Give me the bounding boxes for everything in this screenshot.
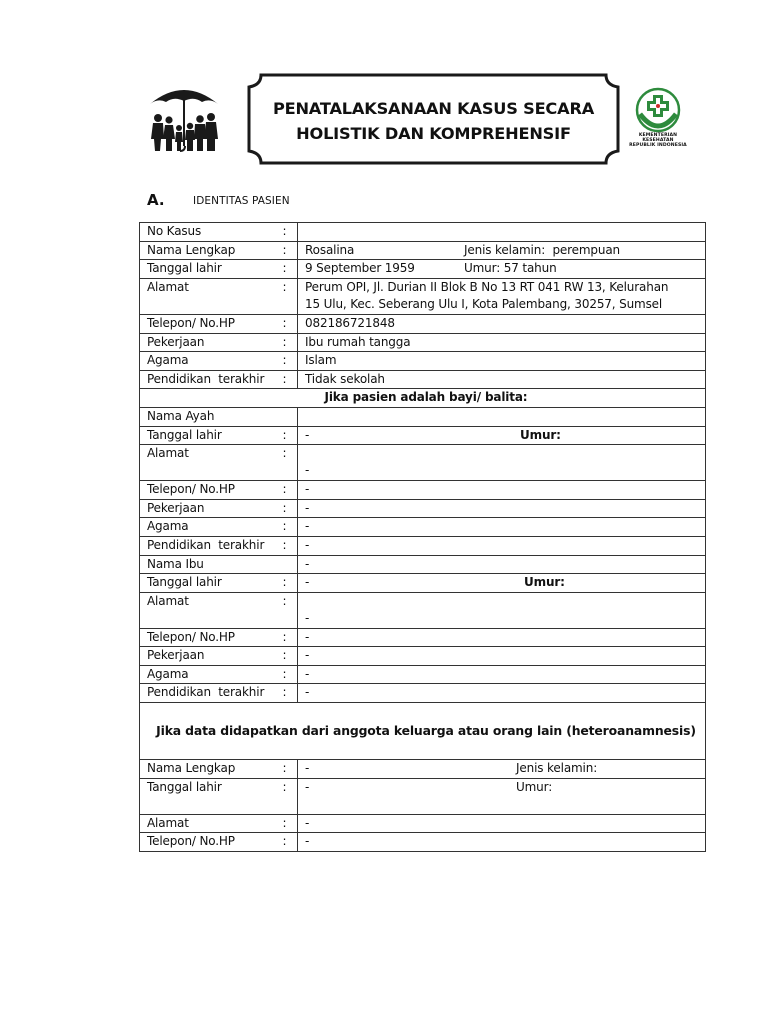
colon: : — [283, 426, 298, 445]
colon: : — [283, 278, 298, 314]
bayi-heading: Jika pasien adalah bayi/ balita: — [140, 389, 706, 408]
colon: : — [283, 833, 298, 852]
value-nama-lengkap — [298, 241, 706, 260]
label-hetero-nama: Nama Lengkap — [140, 760, 283, 779]
value-pekerjaan: Ibu rumah tangga — [298, 333, 706, 352]
value-ibu-alamat — [298, 592, 706, 628]
colon: : — [283, 370, 298, 389]
label-ibu-pekerjaan: Pekerjaan — [140, 647, 283, 666]
row-pekerjaan — [140, 333, 706, 352]
value-hetero-nama — [298, 760, 706, 779]
row-hetero-nama — [140, 760, 706, 779]
label-ayah-telepon: Telepon/ No.HP — [140, 481, 283, 500]
label-no-kasus: No Kasus — [140, 223, 283, 242]
label-ayah-alamat: Alamat — [140, 445, 283, 481]
kemenkes-caption: KEMENTERIAN KESEHATAN REPUBLIK INDONESIA — [629, 133, 687, 149]
value-alamat — [298, 278, 706, 314]
label-ibu-alamat: Alamat — [140, 592, 283, 628]
section-letter: A. — [147, 191, 165, 209]
colon: : — [283, 814, 298, 833]
row-agama — [140, 352, 706, 371]
colon: : — [283, 223, 298, 242]
row-no-kasus — [140, 223, 706, 242]
colon: : — [283, 481, 298, 500]
row-ayah-pendidikan — [140, 536, 706, 555]
row-ayah-agama — [140, 518, 706, 537]
value-ayah-pekerjaan: - — [298, 499, 706, 518]
family-umbrella-logo-icon — [146, 82, 222, 156]
label-pendidikan: Pendidikan terakhir — [140, 370, 283, 389]
hetero-tgl-value: - — [305, 779, 310, 794]
value-ibu-agama: - — [298, 665, 706, 684]
label-nama-ayah: Nama Ayah — [140, 407, 283, 426]
alamat-line-2: 15 Ulu, Kec. Seberang Ulu I, Kota Palembang, 30257, Sumsel — [305, 297, 663, 312]
colon: : — [283, 536, 298, 555]
colon: : — [283, 260, 298, 279]
label-ayah-tanggal-lahir: Tanggal lahir — [140, 426, 283, 445]
colon: : — [283, 760, 298, 779]
ibu-umur-label: Umur: — [524, 575, 565, 590]
value-tanggal-lahir — [298, 260, 706, 279]
hetero-umur-label: Umur: — [516, 779, 553, 794]
ibu-tgl-value: - — [305, 575, 310, 590]
row-hetero-alamat — [140, 814, 706, 833]
jenis-kelamin-value: perempuan — [552, 242, 621, 257]
row-bayi-heading — [140, 389, 706, 408]
value-ibu-telepon: - — [298, 628, 706, 647]
colon: : — [283, 518, 298, 537]
nama-value: Rosalina — [305, 242, 355, 257]
ayah-alamat-value: - — [305, 463, 310, 478]
row-hetero-heading — [140, 703, 706, 760]
value-ibu-pekerjaan: - — [298, 647, 706, 666]
value-ayah-telepon: - — [298, 481, 706, 500]
row-ayah-alamat — [140, 445, 706, 481]
row-ayah-tanggal-lahir — [140, 426, 706, 445]
colon: : — [283, 665, 298, 684]
colon: : — [283, 333, 298, 352]
hetero-nama-value: - — [305, 761, 310, 776]
ayah-tgl-value: - — [305, 427, 310, 442]
label-tanggal-lahir: Tanggal lahir — [140, 260, 283, 279]
row-pendidikan — [140, 370, 706, 389]
row-nama-ayah — [140, 407, 706, 426]
row-ibu-pendidikan — [140, 684, 706, 703]
value-nama-ayah — [298, 407, 706, 426]
ayah-umur-label: Umur: — [520, 427, 561, 442]
label-agama: Agama — [140, 352, 283, 371]
label-ayah-pekerjaan: Pekerjaan — [140, 499, 283, 518]
row-alamat — [140, 278, 706, 314]
umur-value: 57 tahun — [503, 261, 557, 276]
colon: : — [283, 314, 298, 333]
row-nama — [140, 241, 706, 260]
value-hetero-tanggal-lahir — [298, 778, 706, 814]
umur-label: Umur: — [464, 261, 501, 276]
hetero-heading: Jika data didapatkan dari anggota keluarga atau orang lain (heteroanamnesis) — [140, 703, 706, 760]
jenis-kelamin-label: Jenis kelamin: — [464, 242, 546, 257]
label-nama-ibu: Nama Ibu — [140, 555, 283, 574]
label-alamat: Alamat — [140, 278, 283, 314]
row-ibu-tanggal-lahir — [140, 574, 706, 593]
label-telepon: Telepon/ No.HP — [140, 314, 283, 333]
row-ibu-pekerjaan — [140, 647, 706, 666]
label-ibu-agama: Agama — [140, 665, 283, 684]
value-agama: Islam — [298, 352, 706, 371]
colon: : — [283, 574, 298, 593]
section-title: IDENTITAS PASIEN — [193, 195, 290, 207]
row-telepon — [140, 314, 706, 333]
colon: : — [283, 628, 298, 647]
label-hetero-telepon: Telepon/ No.HP — [140, 833, 283, 852]
colon: : — [283, 499, 298, 518]
row-ayah-telepon — [140, 481, 706, 500]
label-ayah-agama: Agama — [140, 518, 283, 537]
label-ibu-pendidikan: Pendidikan terakhir — [140, 684, 283, 703]
row-nama-ibu — [140, 555, 706, 574]
value-ayah-pendidikan: - — [298, 536, 706, 555]
row-hetero-telepon — [140, 833, 706, 852]
colon: : — [283, 352, 298, 371]
ibu-alamat-value: - — [305, 610, 310, 625]
label-ibu-tanggal-lahir: Tanggal lahir — [140, 574, 283, 593]
label-hetero-tanggal-lahir: Tanggal lahir — [140, 778, 283, 814]
row-ibu-agama — [140, 665, 706, 684]
label-hetero-alamat: Alamat — [140, 814, 283, 833]
label-pekerjaan: Pekerjaan — [140, 333, 283, 352]
value-telepon: 082186721848 — [298, 314, 706, 333]
alamat-line-1: Perum OPI, Jl. Durian II Blok B No 13 RT 041 RW 13, Kelurahan — [305, 279, 669, 294]
colon: : — [283, 592, 298, 628]
value-no-kasus — [298, 223, 706, 242]
value-ibu-pendidikan: - — [298, 684, 706, 703]
row-hetero-tanggal-lahir — [140, 778, 706, 814]
row-ayah-pekerjaan — [140, 499, 706, 518]
value-pendidikan: Tidak sekolah — [298, 370, 706, 389]
value-hetero-alamat: - — [298, 814, 706, 833]
colon: : — [283, 445, 298, 481]
colon: : — [283, 684, 298, 703]
label-nama-lengkap: Nama Lengkap — [140, 241, 283, 260]
colon: : — [283, 241, 298, 260]
hetero-jk-label: Jenis kelamin: — [516, 761, 598, 776]
value-ayah-agama: - — [298, 518, 706, 537]
row-tanggal-lahir — [140, 260, 706, 279]
value-hetero-telepon: - — [298, 833, 706, 852]
tanggal-lahir-value: 9 September 1959 — [305, 261, 415, 276]
label-ibu-telepon: Telepon/ No.HP — [140, 628, 283, 647]
document-title: PENATALAKSANAAN KASUS SECARA HOLISTIK DAN KOMPREHENSIF — [272, 99, 595, 143]
patient-identity-table — [139, 222, 706, 852]
value-nama-ibu: - — [298, 555, 706, 574]
value-ayah-alamat — [298, 445, 706, 481]
value-ibu-tanggal-lahir — [298, 574, 706, 593]
row-ibu-telepon — [140, 628, 706, 647]
label-ayah-pendidikan: Pendidikan terakhir — [140, 536, 283, 555]
colon: : — [283, 778, 298, 814]
colon: : — [283, 647, 298, 666]
row-ibu-alamat — [140, 592, 706, 628]
value-ayah-tanggal-lahir — [298, 426, 706, 445]
